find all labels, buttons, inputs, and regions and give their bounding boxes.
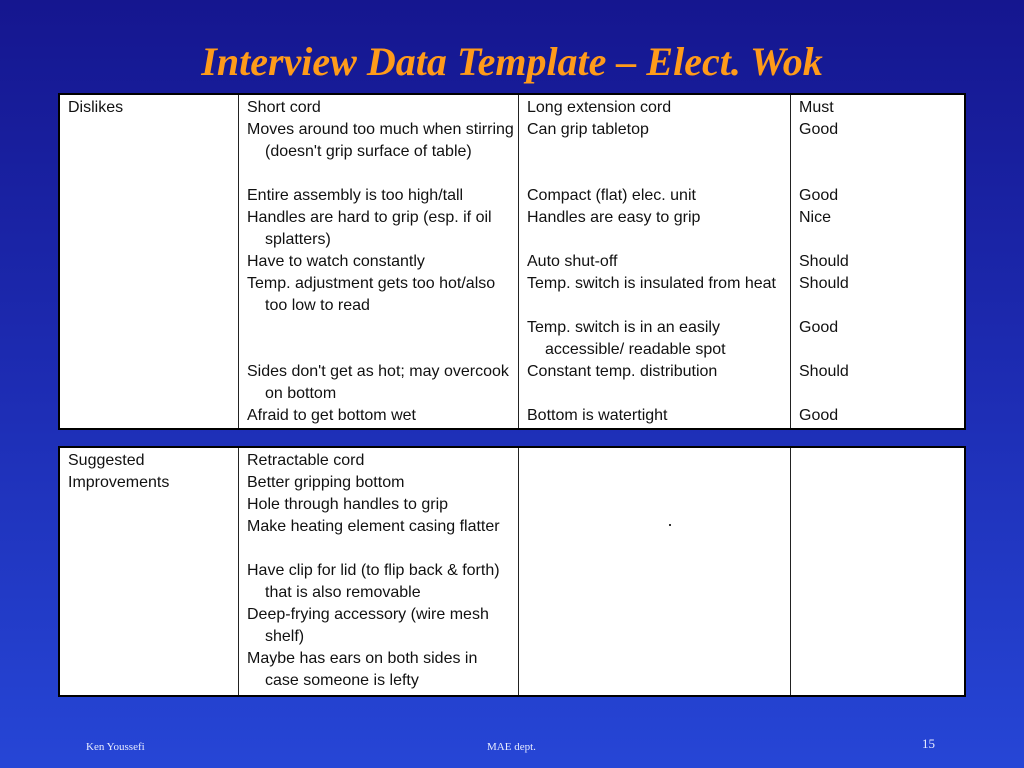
need-cell: Can grip tabletop: [527, 121, 649, 138]
statement-cell: Entire assembly is too high/tall: [247, 187, 464, 204]
importance-cell: Nice: [799, 209, 832, 226]
improvement-item: Deep-frying accessory (wire mesh shelf): [247, 606, 489, 645]
importance-cell: Good: [799, 319, 839, 336]
importance-cell: Good: [799, 407, 839, 424]
need-cell: Temp. switch is in an easily accessible/ readable spot: [527, 319, 726, 358]
improvement-item: Retractable cord: [247, 452, 365, 469]
dislikes-table: [58, 93, 966, 430]
slide-title: Interview Data Template – Elect. Wok: [201, 39, 823, 84]
importance-cell: Should: [799, 363, 849, 380]
statement-cell: Short cord: [247, 99, 321, 116]
empty-column: [518, 448, 790, 695]
improvements-column: [238, 448, 518, 695]
importance-column: [790, 95, 964, 428]
importance-cell: Must: [799, 99, 834, 116]
statement-cell: Have to watch constantly: [247, 253, 425, 270]
page-number: 15: [922, 736, 935, 751]
need-cell: Long extension cord: [527, 99, 672, 116]
dislikes-label: Dislikes: [68, 99, 124, 116]
importance-cell: Should: [799, 275, 849, 292]
statement-cell: Handles are hard to grip (esp. if oil splatters): [247, 209, 492, 248]
statement-cell: Sides don't get as hot; may overcook on bottom: [247, 363, 509, 402]
suggested-label-column: [60, 448, 238, 695]
suggested-improvements-table: [58, 446, 966, 697]
customer-statement-column: [238, 95, 518, 428]
statement-cell: Afraid to get bottom wet: [247, 407, 416, 424]
statement-cell: Moves around too much when stirring (doesn't grip surface of table): [247, 121, 514, 160]
importance-cell: Good: [799, 187, 839, 204]
importance-cell: Good: [799, 121, 839, 138]
need-cell: Temp. switch is insulated from heat: [527, 275, 776, 292]
footer-author: Ken Youssefi: [86, 741, 145, 753]
suggested-label: Suggested Improvements: [68, 452, 170, 491]
stray-mark: [669, 524, 671, 526]
improvement-item: Have clip for lid (to flip back & forth) that is also removable: [247, 562, 500, 601]
improvement-item: Better gripping bottom: [247, 474, 405, 491]
need-cell: Bottom is watertight: [527, 407, 668, 424]
dislikes-label-column: [60, 95, 238, 428]
improvement-item: Maybe has ears on both sides in case someone is lefty: [247, 650, 478, 689]
footer-dept: MAE dept.: [487, 741, 536, 753]
need-cell: Handles are easy to grip: [527, 209, 701, 226]
statement-cell: Temp. adjustment gets too hot/also too low to read: [247, 275, 496, 314]
improvement-item: Make heating element casing flatter: [247, 518, 500, 535]
improvement-item: Hole through handles to grip: [247, 496, 449, 513]
importance-cell: Should: [799, 253, 849, 270]
interpreted-need-column: [518, 95, 790, 428]
need-cell: Auto shut-off: [527, 253, 618, 270]
empty-column: [790, 448, 964, 695]
need-cell: Constant temp. distribution: [527, 363, 718, 380]
need-cell: Compact (flat) elec. unit: [527, 187, 696, 204]
